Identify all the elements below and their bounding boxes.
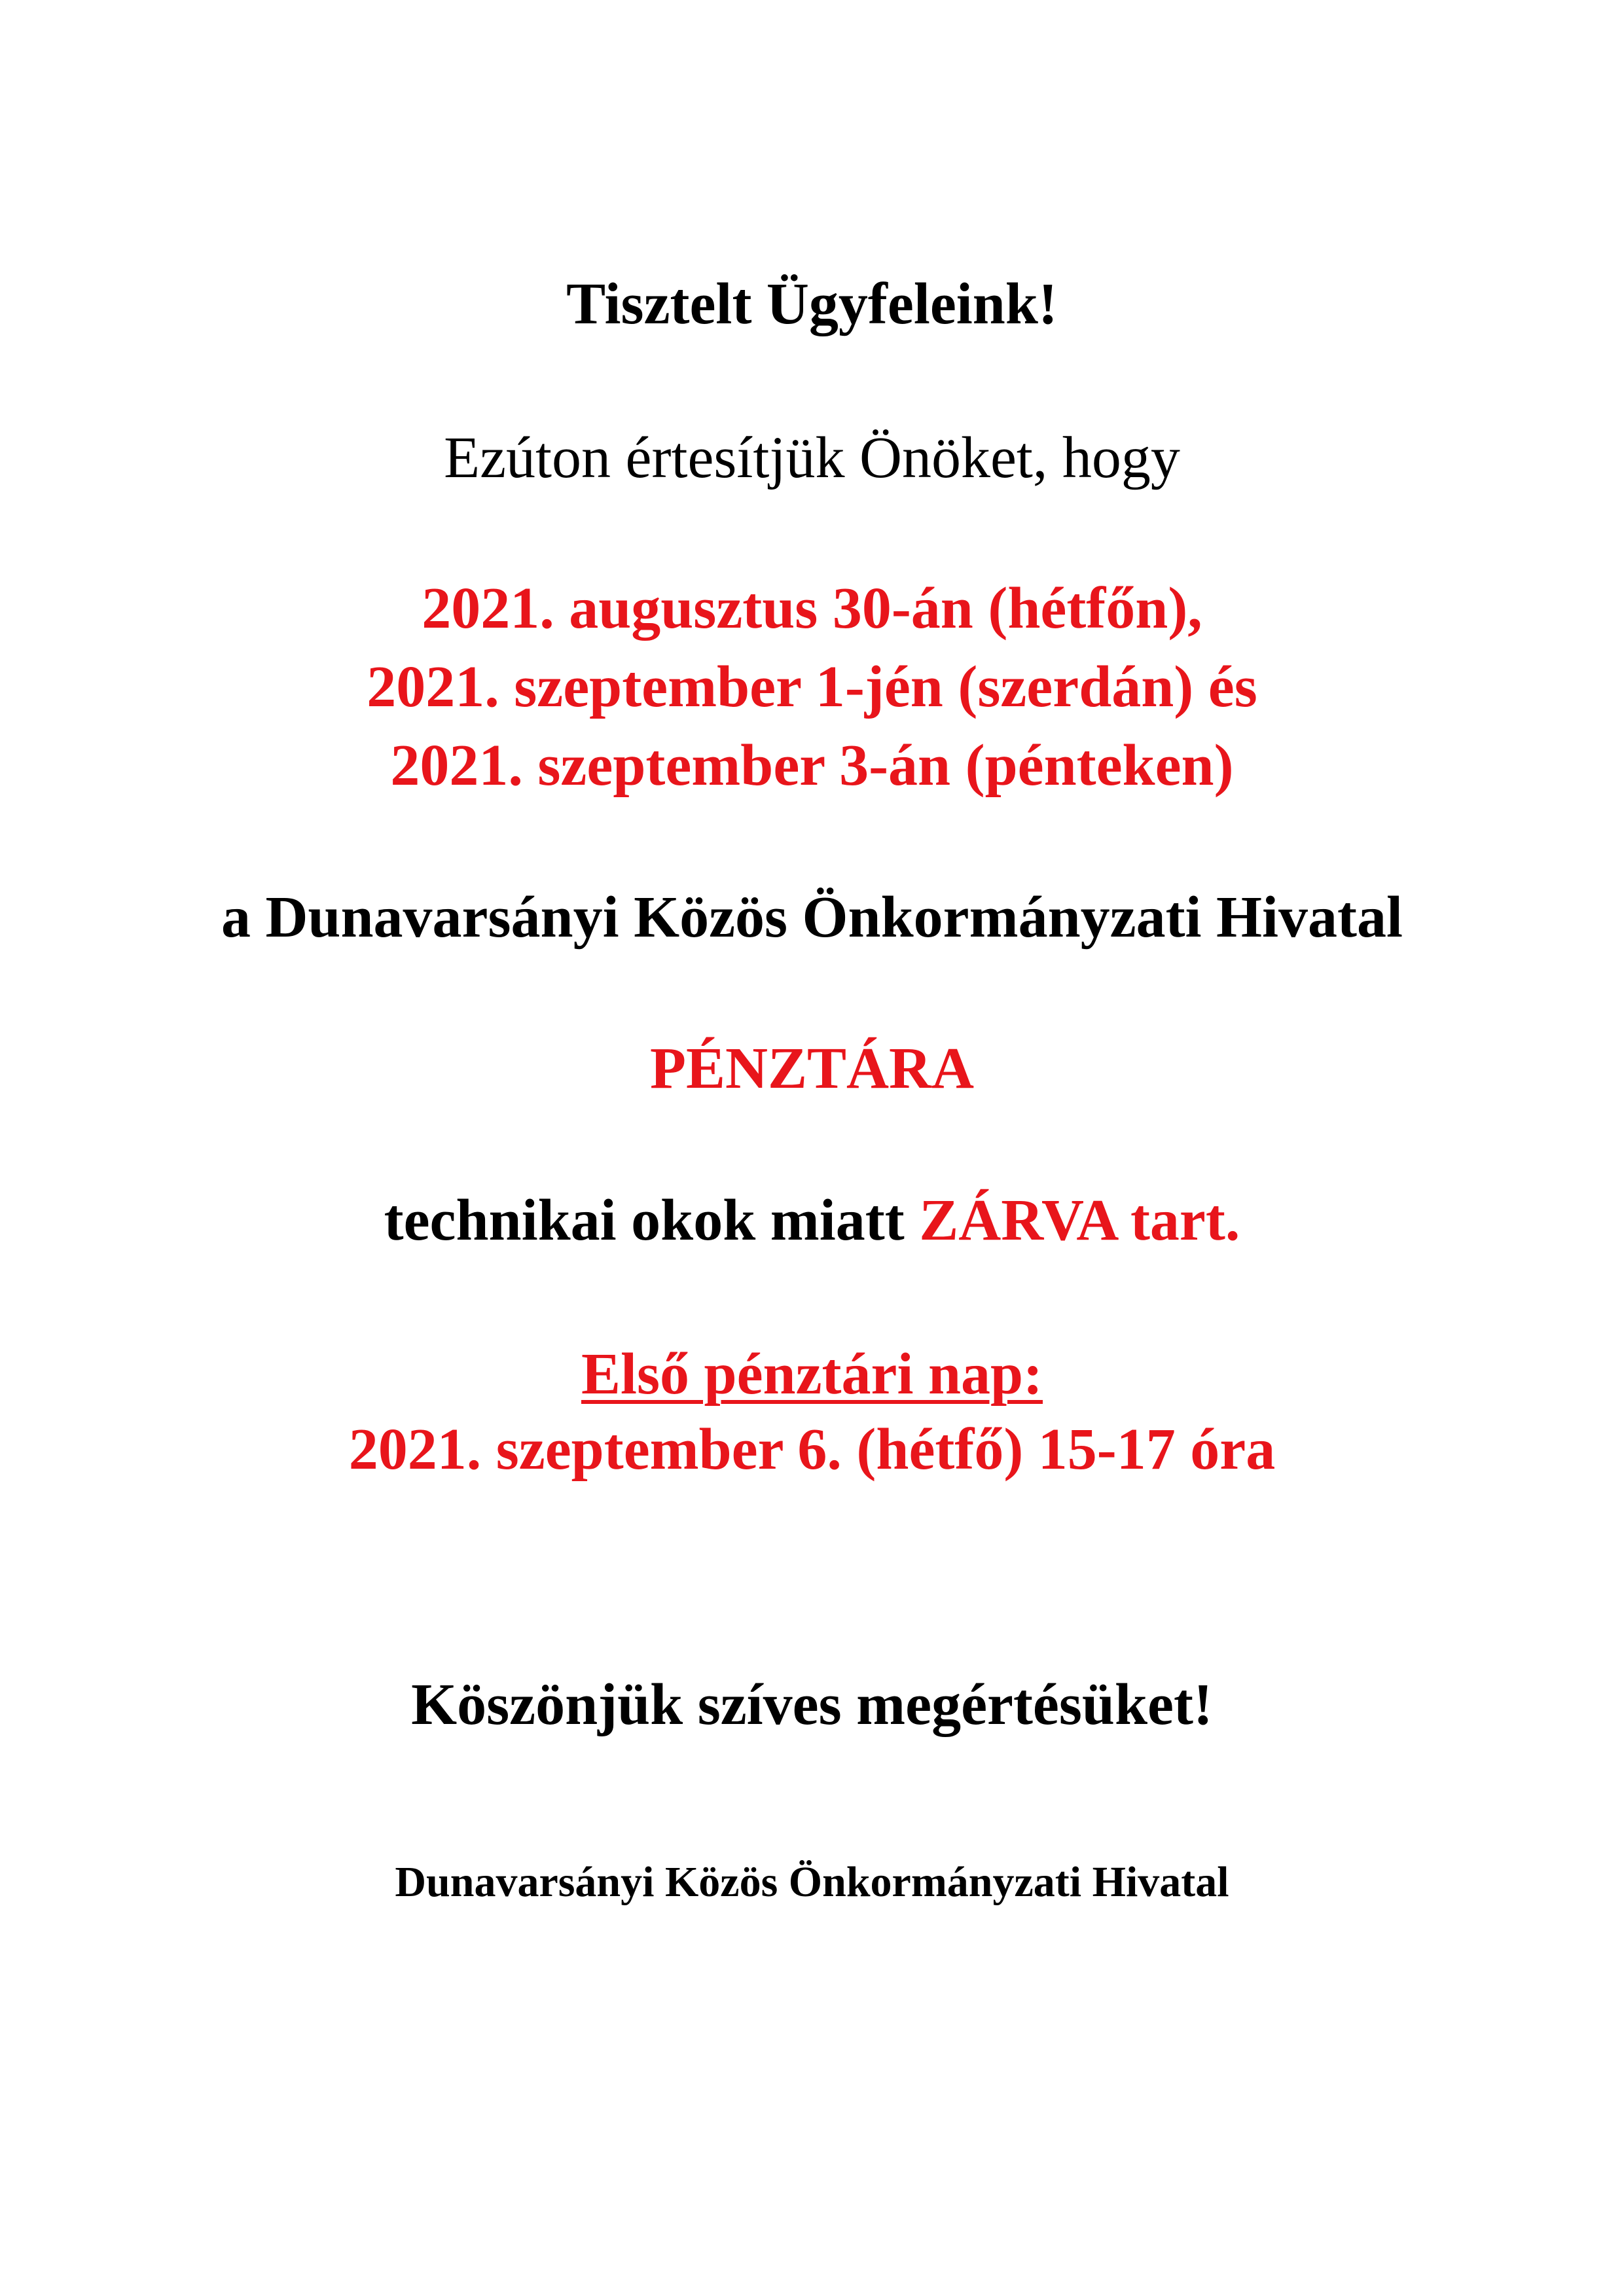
first-day-label (0, 1342, 1624, 1407)
cashier-heading: PÉNZTÁRA (649, 1036, 975, 1101)
closed-prefix: technikai okok miatt (384, 1188, 905, 1253)
first-day-label-text: Első pénztári nap: (581, 1342, 1043, 1407)
signature: Dunavarsányi Közös Önkormányzati Hivatal (395, 1858, 1229, 1906)
greeting-heading: Tisztelt Ügyfeleink! (566, 272, 1058, 336)
thanks-line: Köszönjük szíves megértésüket! (411, 1672, 1213, 1737)
closed-highlight: ZÁRVA tart. (919, 1188, 1240, 1253)
intro-text: Ezúton értesítjük Önöket, hogy (444, 425, 1180, 490)
closure-date-1: 2021. augusztus 30-án (hétfőn), (422, 576, 1202, 641)
first-day-value: 2021. szeptember 6. (hétfő) 15-17 óra (348, 1417, 1276, 1482)
closure-date-2: 2021. szeptember 1-jén (szerdán) és (367, 655, 1257, 719)
closure-date-3: 2021. szeptember 3-án (pénteken) (390, 733, 1234, 798)
office-line: a Dunavarsányi Közös Önkormányzati Hivatal (221, 885, 1403, 950)
closed-statement (0, 1188, 1624, 1253)
